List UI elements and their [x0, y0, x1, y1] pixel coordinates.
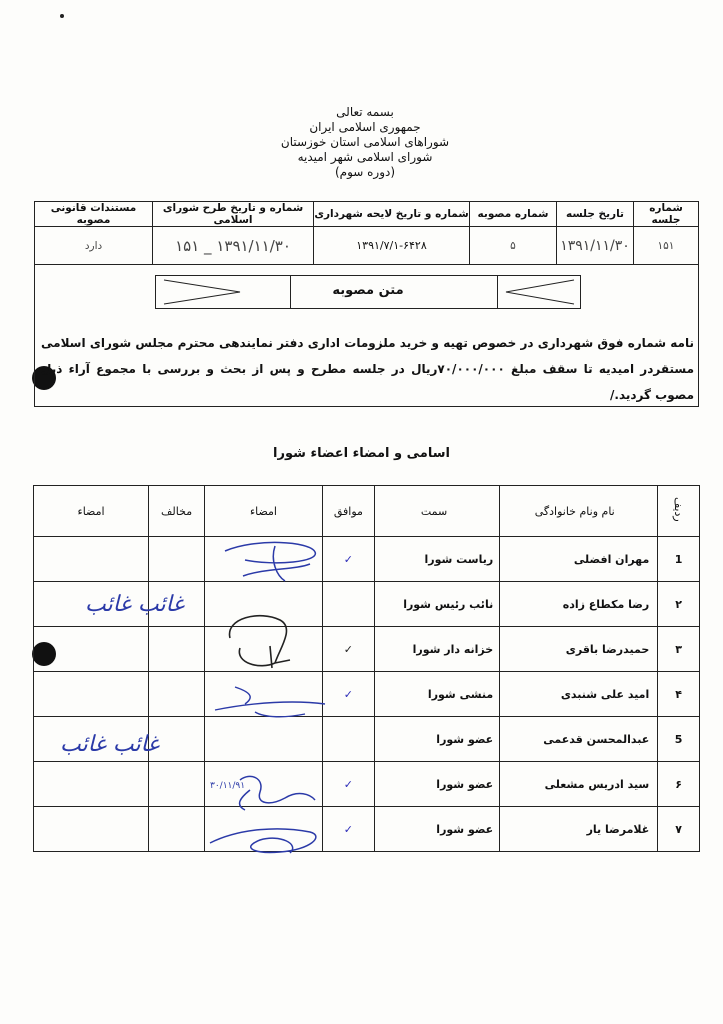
row-number: 1	[658, 537, 700, 582]
signature-cell-2	[34, 807, 149, 852]
row-number: ۳	[658, 627, 700, 672]
resolution-title-frame	[155, 275, 581, 309]
member-position: عضو شورا	[374, 717, 499, 762]
table-row	[34, 672, 700, 717]
signature-scribble	[220, 608, 305, 676]
oppose-cell	[149, 762, 205, 807]
header-resolution-no: شماره مصوبه	[470, 202, 557, 227]
signature-scribble	[215, 536, 335, 586]
agree-check	[322, 717, 374, 762]
col-signature-2: امضاء	[34, 486, 149, 537]
agree-check: ✓	[322, 672, 374, 717]
header-legal-docs: مستندات قانونی مصوبه	[35, 202, 153, 227]
col-row: ردیف	[658, 486, 700, 537]
row-number: ۶	[658, 762, 700, 807]
row-number: ۲	[658, 582, 700, 627]
signature-cell-2	[34, 627, 149, 672]
col-position: سمت	[374, 486, 499, 537]
header-session-date: تاریخ جلسه	[557, 202, 634, 227]
member-name: مهران افضلی	[500, 537, 658, 582]
table-row	[34, 627, 700, 672]
member-position: عضو شورا	[374, 807, 499, 852]
agree-check: ✓	[322, 762, 374, 807]
row-number: 5	[658, 717, 700, 762]
header-line: (دوره سوم)	[334, 165, 396, 179]
header-line: بسمه تعالی	[336, 105, 394, 119]
resolution-title: متن مصوبه	[332, 283, 404, 298]
signature-cell-2	[34, 762, 149, 807]
member-position: منشی شورا	[374, 672, 499, 717]
col-signature: امضاء	[205, 486, 323, 537]
value-plan-no-date: ۱۳۹۱/۱۱/۳۰ _ ۱۵۱	[153, 227, 314, 265]
speck	[60, 14, 64, 18]
member-position: ریاست شورا	[374, 537, 499, 582]
oppose-cell	[149, 807, 205, 852]
session-info-table	[34, 201, 699, 265]
col-oppose: مخالف	[149, 486, 205, 537]
value-resolution-no: ۵	[470, 227, 557, 265]
absent-note: غائب غائب	[60, 732, 159, 757]
row-number: ۷	[658, 807, 700, 852]
row-number: ۴	[658, 672, 700, 717]
member-name: سید ادریس مشعلی	[500, 762, 658, 807]
member-position: خزانه دار شورا	[374, 627, 499, 672]
table-row	[34, 762, 700, 807]
header-line: جمهوری اسلامی ایران	[309, 120, 421, 134]
member-name: امید علی شنبدی	[500, 672, 658, 717]
member-position: عضو شورا	[374, 762, 499, 807]
member-name: غلامرضا یار	[500, 807, 658, 852]
member-name: حمیدرضا باقری	[500, 627, 658, 672]
value-bill-no-date: ۱۳۹۱/۷/۱-۶۴۲۸	[314, 227, 470, 265]
table-row	[34, 537, 700, 582]
agree-check	[322, 582, 374, 627]
resolution-box	[34, 264, 699, 407]
oppose-cell	[149, 537, 205, 582]
signature-cell-2	[34, 672, 149, 717]
header-bill-no-date: شماره و تاریخ لایحه شهرداری	[314, 202, 470, 227]
signature-scribble	[195, 682, 335, 722]
signature-scribble	[210, 770, 325, 815]
col-agree: موافق	[322, 486, 374, 537]
signature-cell-2	[34, 537, 149, 582]
header-line: شوراهای اسلامی استان خوزستان	[280, 135, 450, 149]
agree-check: ✓	[322, 627, 374, 672]
signature-cell	[205, 717, 323, 762]
member-position: نائب رئیس شورا	[374, 582, 499, 627]
members-section-title: اسامی و امضاء اعضاء شورا	[273, 446, 450, 461]
resolution-text: نامه شماره فوق شهرداری در خصوص تهیه و خرید ملزومات اداری دفتر نمایندهی محترم مجلس شورای اسلامی مستقردر امیدیه تا سقف مبلغ ۷۰/۰۰۰/۰۰۰ریال در جلسه مطرح و پس از بحث و بررسی با مجموع آراء ذیل مصوب گردید./	[41, 336, 695, 402]
value-legal-docs: دارد	[35, 227, 153, 265]
agree-check: ✓	[322, 537, 374, 582]
value-session-date: ۱۳۹۱/۱۱/۳۰	[557, 227, 634, 265]
header-session-no: شماره جلسه	[634, 202, 699, 227]
signature-scribble	[200, 818, 330, 860]
oppose-cell	[149, 627, 205, 672]
letterhead	[250, 105, 480, 180]
col-name: نام ونام خانوادگی	[500, 486, 658, 537]
signature-date: ۳۰/۱۱/۹۱	[210, 781, 246, 791]
table-row	[34, 807, 700, 852]
header-plan-no-date: شماره و تاریخ طرح شورای اسلامی	[153, 202, 314, 227]
absent-note: غائب غائب	[85, 592, 184, 617]
value-session-no: ۱۵۱	[634, 227, 699, 265]
agree-check: ✓	[322, 807, 374, 852]
member-name: رضا مکطاع زاده	[500, 582, 658, 627]
members-table	[33, 485, 700, 852]
header-line: شورای اسلامی شهر امیدیه	[297, 150, 433, 164]
member-name: عبدالمحسن قدعمی	[500, 717, 658, 762]
